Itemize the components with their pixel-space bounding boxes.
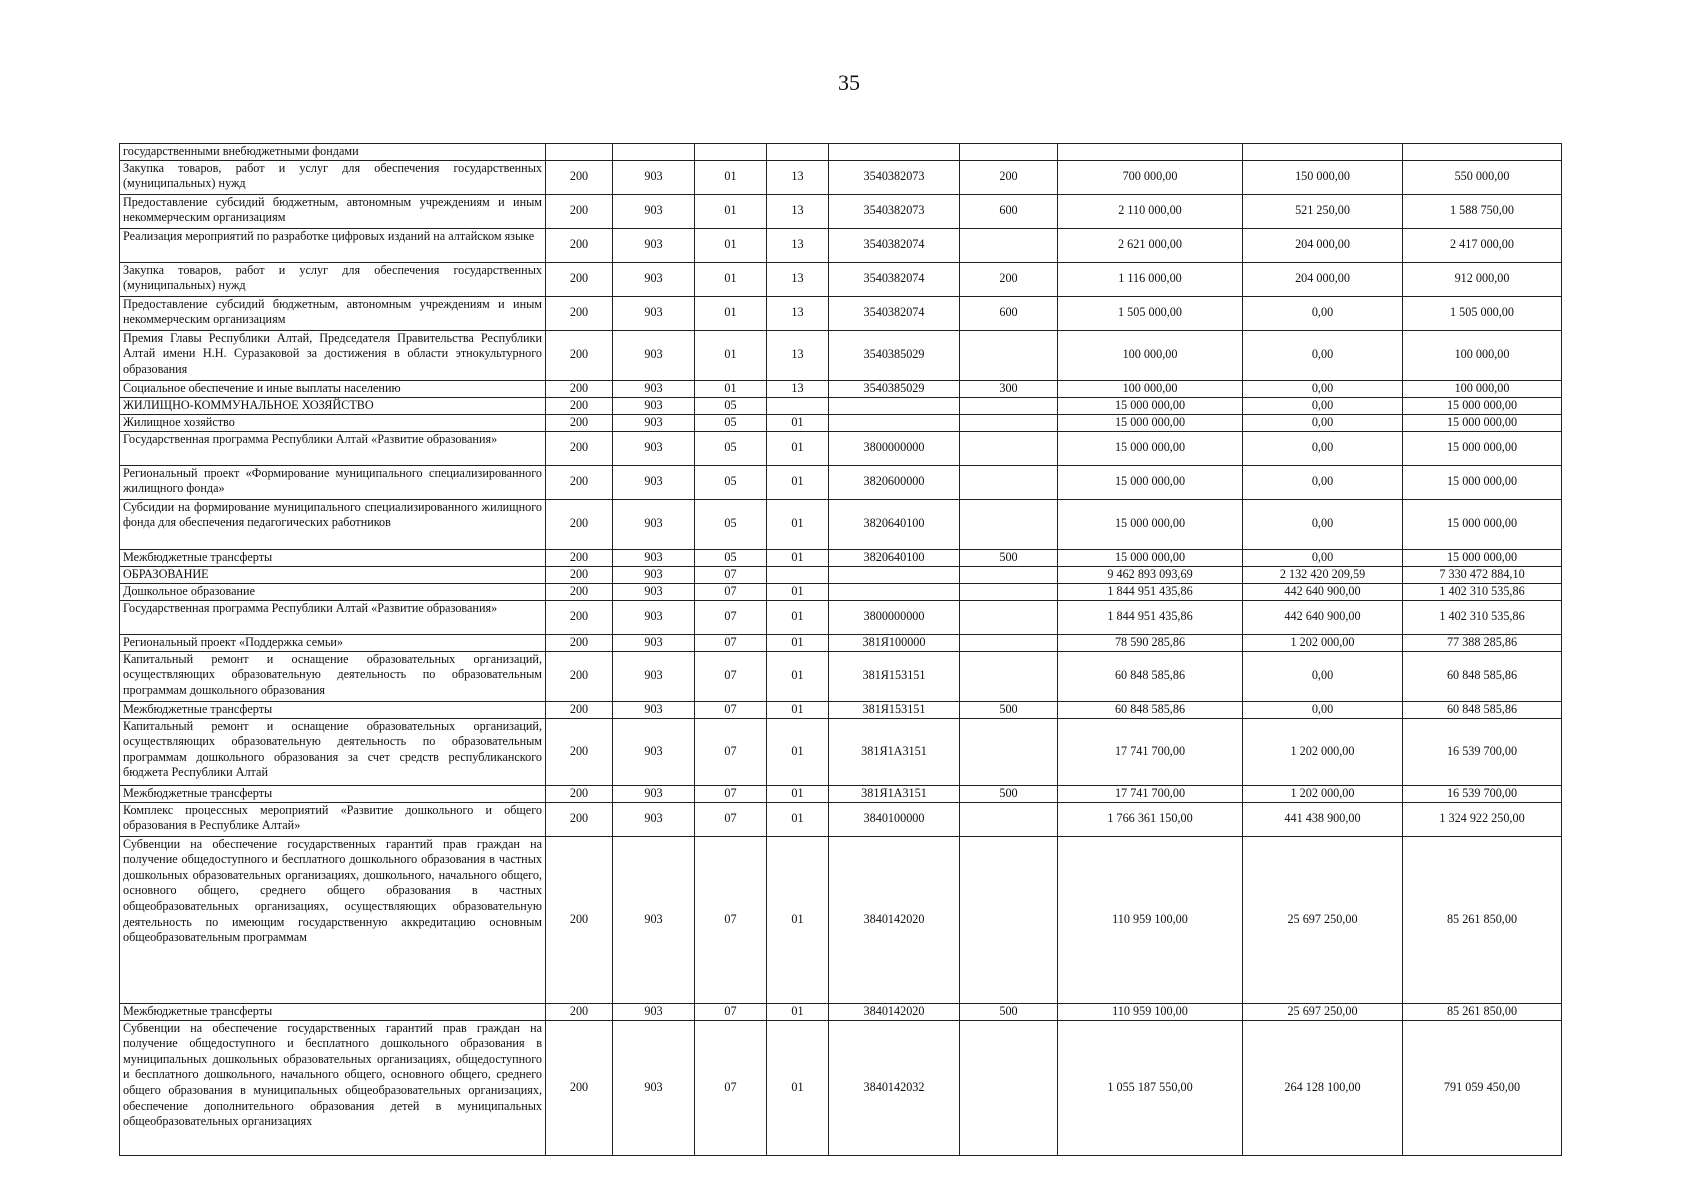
row-section-cell: 07: [695, 651, 767, 701]
row-amount-regional-cell: 912 000,00: [1403, 262, 1562, 296]
row-expense-type-cell: [960, 499, 1058, 549]
row-amount-total-cell: 15 000 000,00: [1058, 397, 1243, 414]
row-code-ministry-cell: 903: [613, 262, 695, 296]
row-amount-federal-cell: 0,00: [1243, 499, 1403, 549]
row-code-ministry-cell: 903: [613, 397, 695, 414]
row-amount-regional-cell: 16 539 700,00: [1403, 785, 1562, 802]
row-subsection-cell: 13: [767, 330, 829, 380]
row-amount-federal-cell: 1 202 000,00: [1243, 718, 1403, 785]
row-name-cell: Капитальный ремонт и оснащение образовательных организаций, осуществляющих образовательную деятельность по образовательным программам дошкольного образования за счет средств республиканского бюджета Республики Алтай: [120, 718, 546, 785]
table-row: [120, 431, 1562, 465]
row-subsection-cell: 01: [767, 600, 829, 634]
row-name-cell: Субвенции на обеспечение государственных гарантий прав граждан на получение общедоступного и бесплатного дошкольного образования в частных дошкольных образовательных организациях, дошкольного, начального общего, основного общего, среднего общего образования в частных общеобразовательных организациях, осуществляющих образовательную деятельность по имеющим государственную аккредитацию основным общеобразовательным программам: [120, 836, 546, 1003]
table-row: [120, 414, 1562, 431]
row-target-article-cell: [829, 583, 960, 600]
row-code-ministry-cell: 903: [613, 651, 695, 701]
row-name-cell: Предоставление субсидий бюджетным, автономным учреждениям и иным некоммерческим организациям: [120, 296, 546, 330]
row-code-ministry-cell: 903: [613, 228, 695, 262]
row-expense-type-cell: 600: [960, 296, 1058, 330]
row-subsection-cell: 01: [767, 634, 829, 651]
row-amount-total-cell: 1 844 951 435,86: [1058, 583, 1243, 600]
row-subsection-cell: 13: [767, 228, 829, 262]
row-section-cell: 07: [695, 1003, 767, 1020]
table-row: [120, 566, 1562, 583]
row-subsection-cell: 01: [767, 802, 829, 836]
row-subsection-cell: 13: [767, 194, 829, 228]
row-amount-regional-cell: 15 000 000,00: [1403, 431, 1562, 465]
row-name-cell: Региональный проект «Поддержка семьи»: [120, 634, 546, 651]
row-amount-regional-cell: 1 588 750,00: [1403, 194, 1562, 228]
row-code-ministry-cell: 903: [613, 566, 695, 583]
table-row: [120, 397, 1562, 414]
table-row: [120, 296, 1562, 330]
row-subsection-cell: 01: [767, 718, 829, 785]
row-section-cell: 07: [695, 701, 767, 718]
row-code-admin-cell: 200: [546, 549, 613, 566]
row-code-admin-cell: 200: [546, 380, 613, 397]
row-section-cell: 01: [695, 296, 767, 330]
row-code-admin-cell: 200: [546, 600, 613, 634]
row-code-ministry-cell: 903: [613, 549, 695, 566]
row-name-cell: Премия Главы Республики Алтай, Председателя Правительства Республики Алтай имени Н.Н. Суразаковой за достижения в области этнокультурного образования: [120, 330, 546, 380]
row-name-cell: государственными внебюджетными фондами: [120, 144, 546, 161]
row-code-ministry-cell: 903: [613, 431, 695, 465]
row-amount-regional-cell: 100 000,00: [1403, 330, 1562, 380]
row-amount-federal-cell: 150 000,00: [1243, 160, 1403, 194]
row-section-cell: 05: [695, 465, 767, 499]
row-section-cell: [695, 144, 767, 161]
row-expense-type-cell: [960, 1020, 1058, 1155]
row-amount-total-cell: 1 766 361 150,00: [1058, 802, 1243, 836]
row-name-cell: Социальное обеспечение и иные выплаты населению: [120, 380, 546, 397]
row-amount-total-cell: 15 000 000,00: [1058, 465, 1243, 499]
row-target-article-cell: 3840100000: [829, 802, 960, 836]
row-code-admin-cell: 200: [546, 634, 613, 651]
row-amount-federal-cell: 25 697 250,00: [1243, 836, 1403, 1003]
table-row: [120, 262, 1562, 296]
row-amount-federal-cell: 0,00: [1243, 549, 1403, 566]
row-amount-total-cell: 100 000,00: [1058, 330, 1243, 380]
row-target-article-cell: 3540382074: [829, 296, 960, 330]
row-subsection-cell: 13: [767, 380, 829, 397]
row-amount-regional-cell: 1 402 310 535,86: [1403, 600, 1562, 634]
row-amount-federal-cell: 204 000,00: [1243, 262, 1403, 296]
row-code-ministry-cell: 903: [613, 718, 695, 785]
row-name-cell: Межбюджетные трансферты: [120, 1003, 546, 1020]
row-target-article-cell: 3540382073: [829, 160, 960, 194]
row-expense-type-cell: [960, 836, 1058, 1003]
row-code-admin-cell: 200: [546, 701, 613, 718]
table-row: [120, 499, 1562, 549]
row-section-cell: 01: [695, 160, 767, 194]
table-row: [120, 228, 1562, 262]
row-expense-type-cell: [960, 228, 1058, 262]
row-subsection-cell: 01: [767, 1020, 829, 1155]
row-amount-total-cell: 15 000 000,00: [1058, 549, 1243, 566]
row-subsection-cell: 13: [767, 160, 829, 194]
row-target-article-cell: 3540385029: [829, 380, 960, 397]
row-expense-type-cell: [960, 330, 1058, 380]
row-amount-regional-cell: 15 000 000,00: [1403, 549, 1562, 566]
row-amount-regional-cell: 2 417 000,00: [1403, 228, 1562, 262]
row-expense-type-cell: 500: [960, 1003, 1058, 1020]
row-amount-federal-cell: 0,00: [1243, 414, 1403, 431]
row-code-admin-cell: 200: [546, 583, 613, 600]
row-amount-federal-cell: 2 132 420 209,59: [1243, 566, 1403, 583]
row-section-cell: 07: [695, 1020, 767, 1155]
table-row: [120, 380, 1562, 397]
row-amount-federal-cell: 25 697 250,00: [1243, 1003, 1403, 1020]
row-code-ministry-cell: 903: [613, 499, 695, 549]
row-amount-total-cell: 1 505 000,00: [1058, 296, 1243, 330]
row-code-ministry-cell: 903: [613, 194, 695, 228]
table-body: [120, 144, 1562, 1156]
row-subsection-cell: 01: [767, 549, 829, 566]
row-code-admin-cell: 200: [546, 228, 613, 262]
row-expense-type-cell: [960, 634, 1058, 651]
row-code-ministry-cell: 903: [613, 701, 695, 718]
row-code-ministry-cell: 903: [613, 380, 695, 397]
row-amount-regional-cell: 77 388 285,86: [1403, 634, 1562, 651]
row-amount-federal-cell: 0,00: [1243, 651, 1403, 701]
row-amount-regional-cell: 1 324 922 250,00: [1403, 802, 1562, 836]
row-amount-total-cell: 2 110 000,00: [1058, 194, 1243, 228]
row-target-article-cell: [829, 566, 960, 583]
row-code-ministry-cell: 903: [613, 836, 695, 1003]
row-code-admin-cell: 200: [546, 330, 613, 380]
table-row: [120, 600, 1562, 634]
row-name-cell: Закупка товаров, работ и услуг для обеспечения государственных (муниципальных) нужд: [120, 262, 546, 296]
row-code-admin-cell: 200: [546, 465, 613, 499]
row-code-admin-cell: 200: [546, 431, 613, 465]
row-section-cell: 05: [695, 499, 767, 549]
table-row: [120, 144, 1562, 161]
table-row: [120, 651, 1562, 701]
row-target-article-cell: 381Я153151: [829, 651, 960, 701]
row-name-cell: ЖИЛИЩНО-КОММУНАЛЬНОЕ ХОЗЯЙСТВО: [120, 397, 546, 414]
row-target-article-cell: 3840142020: [829, 1003, 960, 1020]
row-amount-regional-cell: 85 261 850,00: [1403, 1003, 1562, 1020]
row-expense-type-cell: [960, 465, 1058, 499]
row-subsection-cell: 01: [767, 836, 829, 1003]
table-row: [120, 549, 1562, 566]
table-row: [120, 802, 1562, 836]
row-subsection-cell: 01: [767, 1003, 829, 1020]
row-target-article-cell: [829, 144, 960, 161]
row-amount-regional-cell: 15 000 000,00: [1403, 397, 1562, 414]
row-expense-type-cell: [960, 431, 1058, 465]
row-name-cell: Государственная программа Республики Алтай «Развитие образования»: [120, 431, 546, 465]
row-target-article-cell: [829, 397, 960, 414]
row-expense-type-cell: [960, 600, 1058, 634]
row-section-cell: 05: [695, 414, 767, 431]
row-subsection-cell: 01: [767, 785, 829, 802]
row-expense-type-cell: 500: [960, 785, 1058, 802]
row-section-cell: 05: [695, 431, 767, 465]
row-subsection-cell: [767, 397, 829, 414]
table-row: [120, 583, 1562, 600]
row-amount-regional-cell: 7 330 472 884,10: [1403, 566, 1562, 583]
row-amount-total-cell: 1 116 000,00: [1058, 262, 1243, 296]
row-target-article-cell: 381Я1А3151: [829, 718, 960, 785]
row-expense-type-cell: 300: [960, 380, 1058, 397]
row-subsection-cell: 01: [767, 651, 829, 701]
row-code-admin-cell: 200: [546, 651, 613, 701]
row-target-article-cell: 3800000000: [829, 431, 960, 465]
row-code-admin-cell: [546, 144, 613, 161]
row-subsection-cell: 13: [767, 296, 829, 330]
row-code-admin-cell: 200: [546, 785, 613, 802]
row-name-cell: Государственная программа Республики Алтай «Развитие образования»: [120, 600, 546, 634]
row-code-ministry-cell: 903: [613, 296, 695, 330]
row-subsection-cell: 01: [767, 583, 829, 600]
row-code-admin-cell: 200: [546, 566, 613, 583]
row-section-cell: 07: [695, 785, 767, 802]
row-expense-type-cell: 600: [960, 194, 1058, 228]
row-amount-total-cell: 110 959 100,00: [1058, 1003, 1243, 1020]
row-code-admin-cell: 200: [546, 296, 613, 330]
row-amount-regional-cell: 16 539 700,00: [1403, 718, 1562, 785]
row-amount-federal-cell: 521 250,00: [1243, 194, 1403, 228]
row-name-cell: Дошкольное образование: [120, 583, 546, 600]
row-amount-regional-cell: 60 848 585,86: [1403, 651, 1562, 701]
row-amount-federal-cell: 1 202 000,00: [1243, 634, 1403, 651]
row-amount-total-cell: 2 621 000,00: [1058, 228, 1243, 262]
row-target-article-cell: [829, 414, 960, 431]
row-section-cell: 01: [695, 194, 767, 228]
row-amount-regional-cell: 15 000 000,00: [1403, 414, 1562, 431]
row-section-cell: 05: [695, 397, 767, 414]
row-amount-total-cell: 78 590 285,86: [1058, 634, 1243, 651]
row-section-cell: 07: [695, 634, 767, 651]
table-row: [120, 836, 1562, 1003]
row-code-ministry-cell: 903: [613, 785, 695, 802]
row-amount-federal-cell: 1 202 000,00: [1243, 785, 1403, 802]
row-code-admin-cell: 200: [546, 194, 613, 228]
row-target-article-cell: 3840142032: [829, 1020, 960, 1155]
row-code-ministry-cell: 903: [613, 634, 695, 651]
row-amount-total-cell: 15 000 000,00: [1058, 431, 1243, 465]
row-amount-total-cell: 60 848 585,86: [1058, 651, 1243, 701]
row-target-article-cell: 3820640100: [829, 549, 960, 566]
row-amount-regional-cell: [1403, 144, 1562, 161]
row-amount-regional-cell: 15 000 000,00: [1403, 465, 1562, 499]
row-expense-type-cell: 500: [960, 549, 1058, 566]
row-expense-type-cell: [960, 651, 1058, 701]
row-target-article-cell: 381Я153151: [829, 701, 960, 718]
row-code-ministry-cell: 903: [613, 465, 695, 499]
row-code-ministry-cell: 903: [613, 1003, 695, 1020]
row-amount-total-cell: 9 462 893 093,69: [1058, 566, 1243, 583]
row-amount-total-cell: 100 000,00: [1058, 380, 1243, 397]
row-expense-type-cell: [960, 414, 1058, 431]
row-expense-type-cell: [960, 566, 1058, 583]
row-code-ministry-cell: [613, 144, 695, 161]
row-code-ministry-cell: 903: [613, 1020, 695, 1155]
row-target-article-cell: 381Я100000: [829, 634, 960, 651]
row-section-cell: 07: [695, 718, 767, 785]
row-code-admin-cell: 200: [546, 414, 613, 431]
row-subsection-cell: 01: [767, 499, 829, 549]
row-amount-federal-cell: [1243, 144, 1403, 161]
row-section-cell: 07: [695, 802, 767, 836]
row-target-article-cell: 381Я1А3151: [829, 785, 960, 802]
row-amount-total-cell: 700 000,00: [1058, 160, 1243, 194]
row-amount-total-cell: 60 848 585,86: [1058, 701, 1243, 718]
row-section-cell: 07: [695, 566, 767, 583]
row-section-cell: 01: [695, 228, 767, 262]
row-expense-type-cell: [960, 144, 1058, 161]
row-amount-total-cell: 1 844 951 435,86: [1058, 600, 1243, 634]
row-amount-regional-cell: 791 059 450,00: [1403, 1020, 1562, 1155]
row-code-admin-cell: 200: [546, 1020, 613, 1155]
row-subsection-cell: 01: [767, 431, 829, 465]
row-amount-regional-cell: 1 505 000,00: [1403, 296, 1562, 330]
table-row: [120, 1003, 1562, 1020]
row-target-article-cell: 3800000000: [829, 600, 960, 634]
table-row: [120, 160, 1562, 194]
row-amount-federal-cell: 0,00: [1243, 465, 1403, 499]
row-subsection-cell: 01: [767, 465, 829, 499]
row-code-ministry-cell: 903: [613, 414, 695, 431]
row-target-article-cell: 3540382074: [829, 262, 960, 296]
row-section-cell: 01: [695, 262, 767, 296]
row-amount-federal-cell: 204 000,00: [1243, 228, 1403, 262]
row-code-ministry-cell: 903: [613, 802, 695, 836]
row-code-admin-cell: 200: [546, 397, 613, 414]
table-row: [120, 701, 1562, 718]
row-amount-federal-cell: 0,00: [1243, 296, 1403, 330]
row-code-admin-cell: 200: [546, 1003, 613, 1020]
row-amount-federal-cell: 0,00: [1243, 330, 1403, 380]
row-amount-regional-cell: 15 000 000,00: [1403, 499, 1562, 549]
row-subsection-cell: 01: [767, 701, 829, 718]
row-amount-total-cell: 17 741 700,00: [1058, 718, 1243, 785]
row-amount-federal-cell: 0,00: [1243, 380, 1403, 397]
row-amount-total-cell: 17 741 700,00: [1058, 785, 1243, 802]
row-amount-federal-cell: 0,00: [1243, 397, 1403, 414]
row-section-cell: 07: [695, 836, 767, 1003]
table-row: [120, 634, 1562, 651]
row-amount-regional-cell: 60 848 585,86: [1403, 701, 1562, 718]
row-amount-regional-cell: 550 000,00: [1403, 160, 1562, 194]
row-code-admin-cell: 200: [546, 499, 613, 549]
row-expense-type-cell: [960, 718, 1058, 785]
row-amount-federal-cell: 442 640 900,00: [1243, 600, 1403, 634]
row-target-article-cell: 3820640100: [829, 499, 960, 549]
row-name-cell: Предоставление субсидий бюджетным, автономным учреждениям и иным некоммерческим организациям: [120, 194, 546, 228]
row-target-article-cell: 3540385029: [829, 330, 960, 380]
row-subsection-cell: [767, 566, 829, 583]
row-subsection-cell: 01: [767, 414, 829, 431]
row-name-cell: Региональный проект «Формирование муниципального специализированного жилищного фонда»: [120, 465, 546, 499]
row-amount-federal-cell: 441 438 900,00: [1243, 802, 1403, 836]
row-name-cell: Капитальный ремонт и оснащение образовательных организаций, осуществляющих образовательную деятельность по образовательным программам дошкольного образования: [120, 651, 546, 701]
row-section-cell: 01: [695, 330, 767, 380]
row-code-admin-cell: 200: [546, 802, 613, 836]
row-section-cell: 07: [695, 583, 767, 600]
row-target-article-cell: 3840142020: [829, 836, 960, 1003]
page-number: 35: [838, 70, 860, 95]
row-expense-type-cell: 500: [960, 701, 1058, 718]
row-amount-total-cell: [1058, 144, 1243, 161]
row-name-cell: Межбюджетные трансферты: [120, 785, 546, 802]
row-amount-federal-cell: 442 640 900,00: [1243, 583, 1403, 600]
row-name-cell: Комплекс процессных мероприятий «Развитие дошкольного и общего образования в Республике Алтай»: [120, 802, 546, 836]
row-name-cell: Закупка товаров, работ и услуг для обеспечения государственных (муниципальных) нужд: [120, 160, 546, 194]
row-amount-regional-cell: 85 261 850,00: [1403, 836, 1562, 1003]
row-amount-regional-cell: 100 000,00: [1403, 380, 1562, 397]
row-amount-total-cell: 15 000 000,00: [1058, 499, 1243, 549]
row-name-cell: Субвенции на обеспечение государственных гарантий прав граждан на получение общедоступного и бесплатного дошкольного образования в муниципальных дошкольных образовательных организациях, общедоступного и бесплатного дошкольного, начального общего, основного общего, среднего общего образования в муниципальных общеобразовательных организациях, обеспечение дополнительного образования детей в муниципальных общеобразовательных организациях: [120, 1020, 546, 1155]
row-target-article-cell: 3540382074: [829, 228, 960, 262]
row-expense-type-cell: 200: [960, 160, 1058, 194]
row-code-admin-cell: 200: [546, 718, 613, 785]
row-subsection-cell: 13: [767, 262, 829, 296]
row-code-ministry-cell: 903: [613, 600, 695, 634]
row-code-admin-cell: 200: [546, 836, 613, 1003]
table-row: [120, 465, 1562, 499]
row-expense-type-cell: [960, 583, 1058, 600]
row-code-admin-cell: 200: [546, 160, 613, 194]
row-amount-federal-cell: 0,00: [1243, 431, 1403, 465]
row-name-cell: Межбюджетные трансферты: [120, 701, 546, 718]
row-code-ministry-cell: 903: [613, 583, 695, 600]
row-section-cell: 05: [695, 549, 767, 566]
row-code-ministry-cell: 903: [613, 330, 695, 380]
row-name-cell: ОБРАЗОВАНИЕ: [120, 566, 546, 583]
row-amount-total-cell: 110 959 100,00: [1058, 836, 1243, 1003]
row-expense-type-cell: [960, 802, 1058, 836]
row-amount-total-cell: 1 055 187 550,00: [1058, 1020, 1243, 1155]
table-row: [120, 785, 1562, 802]
row-section-cell: 01: [695, 380, 767, 397]
row-name-cell: Реализация мероприятий по разработке цифровых изданий на алтайском языке: [120, 228, 546, 262]
budget-table: [119, 143, 1562, 1156]
row-code-ministry-cell: 903: [613, 160, 695, 194]
table-row: [120, 1020, 1562, 1155]
row-expense-type-cell: 200: [960, 262, 1058, 296]
row-target-article-cell: 3820600000: [829, 465, 960, 499]
row-subsection-cell: [767, 144, 829, 161]
row-code-admin-cell: 200: [546, 262, 613, 296]
table-row: [120, 718, 1562, 785]
row-name-cell: Межбюджетные трансферты: [120, 549, 546, 566]
row-target-article-cell: 3540382073: [829, 194, 960, 228]
table-row: [120, 330, 1562, 380]
row-amount-federal-cell: 0,00: [1243, 701, 1403, 718]
table-row: [120, 194, 1562, 228]
row-amount-total-cell: 15 000 000,00: [1058, 414, 1243, 431]
row-amount-federal-cell: 264 128 100,00: [1243, 1020, 1403, 1155]
row-amount-regional-cell: 1 402 310 535,86: [1403, 583, 1562, 600]
row-expense-type-cell: [960, 397, 1058, 414]
row-section-cell: 07: [695, 600, 767, 634]
row-name-cell: Субсидии на формирование муниципального специализированного жилищного фонда для обеспечения педагогических работников: [120, 499, 546, 549]
row-name-cell: Жилищное хозяйство: [120, 414, 546, 431]
